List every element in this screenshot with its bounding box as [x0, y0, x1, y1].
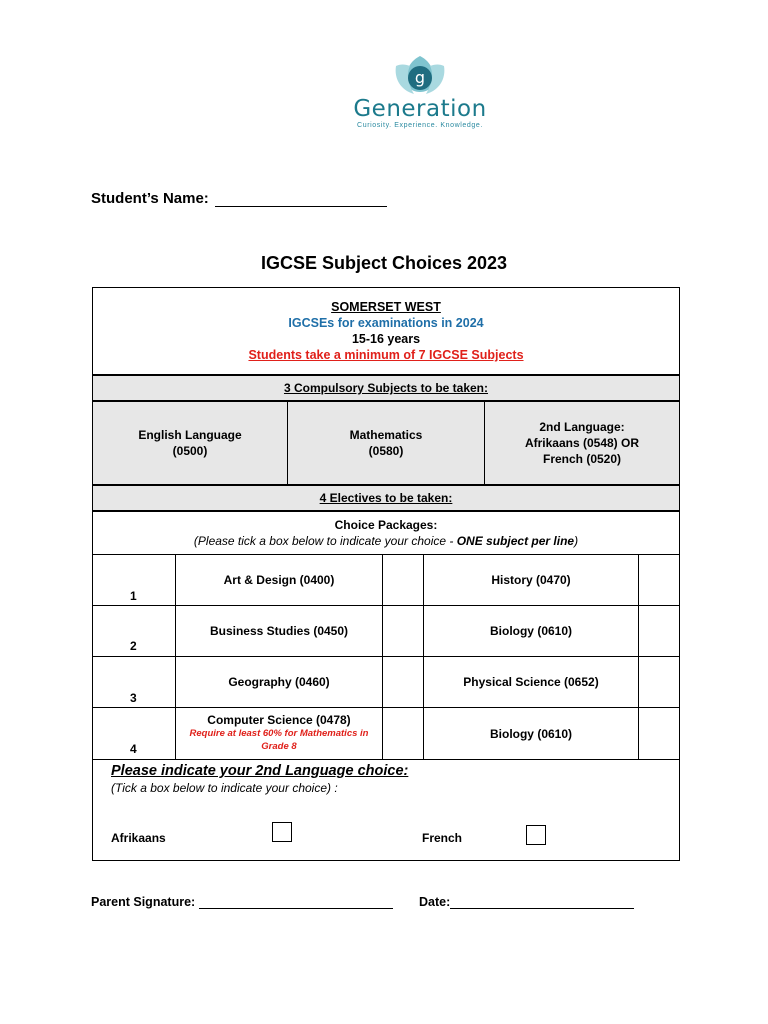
tick-box[interactable]: [638, 656, 680, 708]
second-language-heading: Please indicate your 2nd Language choice:: [111, 763, 409, 779]
elective-option-right: Biology (0610): [423, 605, 639, 657]
subject-name: 2nd Language:: [539, 420, 625, 434]
second-language-box: [92, 759, 680, 861]
parent-signature-row: [91, 895, 393, 909]
logo-letter: g: [414, 68, 426, 87]
campus-name: SOMERSET WEST: [331, 300, 441, 314]
second-language-instruction: (Tick a box below to indicate your choice) :: [111, 781, 338, 795]
choice-packages-box: [92, 511, 680, 555]
parent-signature-label: Parent Signature:: [91, 895, 196, 909]
compulsory-subject-english: [92, 401, 288, 485]
logo-wordmark: Generation: [353, 96, 487, 122]
row-number: 3: [130, 691, 137, 705]
option-french-label: French: [422, 831, 463, 845]
choice-packages-label: Choice Packages:: [334, 518, 438, 532]
compulsory-subject-second-language: [484, 401, 680, 485]
row-number-cell: [92, 605, 176, 657]
subject-code: (0500): [172, 444, 208, 458]
tick-box[interactable]: [638, 605, 680, 657]
row-number: 2: [130, 639, 137, 653]
tick-box[interactable]: [638, 554, 680, 606]
date-row: [419, 895, 634, 909]
french-checkbox[interactable]: [526, 825, 546, 845]
row-number-cell: [92, 554, 176, 606]
date-field[interactable]: [450, 895, 634, 909]
afrikaans-checkbox[interactable]: [272, 822, 292, 842]
option-afrikaans-label: Afrikaans: [111, 831, 166, 845]
tick-box[interactable]: [382, 605, 424, 657]
date-label: Date:: [419, 895, 451, 909]
prerequisite-note: Require at least 60% for Mathematics in Grade 8: [189, 728, 369, 752]
subject-name: English Language: [138, 428, 242, 442]
row-number: 1: [130, 589, 137, 603]
row-number: 4: [130, 742, 137, 756]
page-title: IGCSE Subject Choices 2023: [260, 253, 508, 273]
exam-year-line: IGCSEs for examinations in 2024: [288, 316, 484, 330]
elective-option-right: Biology (0610): [423, 707, 639, 760]
electives-heading: 4 Electives to be taken:: [92, 485, 680, 511]
tick-box[interactable]: [382, 554, 424, 606]
tick-box[interactable]: [638, 707, 680, 760]
subject-name: Mathematics: [349, 428, 423, 442]
elective-option-left: [175, 707, 383, 760]
subject-code: French (0520): [542, 452, 622, 466]
parent-signature-field[interactable]: [199, 895, 393, 909]
elective-option-label: Computer Science (0478): [207, 713, 351, 727]
elective-option-right: History (0470): [423, 554, 639, 606]
campus-header-box: [92, 287, 680, 375]
row-number-cell: [92, 707, 176, 760]
logo-tagline: Curiosity. Experience. Knowledge.: [357, 122, 483, 129]
student-name-label: Student’s Name:: [91, 190, 209, 207]
tick-box[interactable]: [382, 707, 424, 760]
subject-code: (0580): [368, 444, 404, 458]
row-number-cell: [92, 656, 176, 708]
generation-logo: [330, 52, 510, 136]
compulsory-heading: 3 Compulsory Subjects to be taken:: [92, 375, 680, 401]
choice-packages-instruction: (Please tick a box below to indicate your choice - ONE subject per line): [193, 534, 579, 548]
lotus-icon: [330, 52, 510, 98]
student-name-row: [91, 190, 387, 207]
compulsory-subject-mathematics: [287, 401, 485, 485]
tick-box[interactable]: [382, 656, 424, 708]
elective-option-left: Geography (0460): [175, 656, 383, 708]
elective-option-left: Art & Design (0400): [175, 554, 383, 606]
elective-option-right: Physical Science (0652): [423, 656, 639, 708]
student-name-field[interactable]: [215, 191, 387, 207]
subject-code: Afrikaans (0548) OR: [524, 436, 640, 450]
minimum-subjects-note: Students take a minimum of 7 IGCSE Subjects: [248, 348, 524, 362]
elective-option-left: Business Studies (0450): [175, 605, 383, 657]
age-range: 15-16 years: [351, 332, 421, 346]
